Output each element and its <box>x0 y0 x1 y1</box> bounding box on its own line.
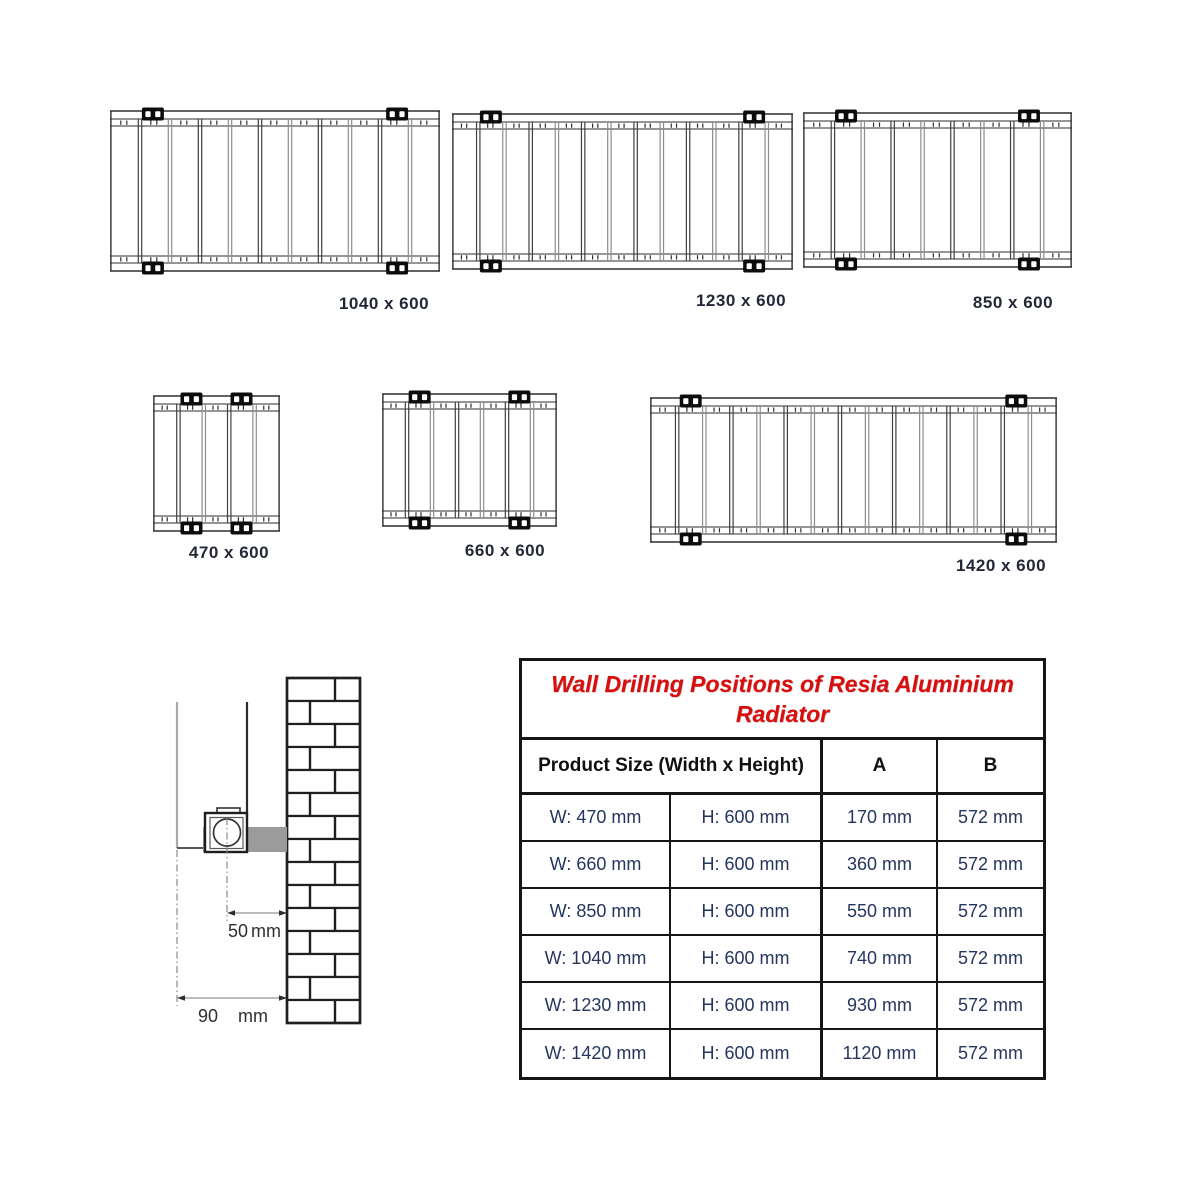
cell-b: 572 mm <box>936 1030 1043 1077</box>
cell-width: W: 850 mm <box>549 901 642 921</box>
table-row <box>522 795 1043 842</box>
cell-b: 572 mm <box>936 983 1043 1028</box>
dim-90-unit: mm <box>238 1006 268 1026</box>
radiator-diagram-660x600 <box>382 393 557 578</box>
table-title <box>522 661 1043 740</box>
drilling-positions-table <box>519 658 1046 1080</box>
cell-height: H: 600 mm <box>669 983 820 1028</box>
cell-b: 572 mm <box>936 936 1043 981</box>
cell-a: 1120 mm <box>820 1030 936 1077</box>
header-a: A <box>820 740 936 792</box>
table-row <box>522 936 1043 983</box>
radiator-size-label: 470 x 600 <box>188 543 270 562</box>
cell-height: H: 600 mm <box>669 1030 820 1077</box>
table-title-line1: Wall Drilling Positions of Resia Aluminium <box>551 671 1014 697</box>
cell-b: 572 mm <box>936 795 1043 840</box>
radiator-size-label: 850 x 600 <box>972 293 1054 312</box>
cell-a: 170 mm <box>820 795 936 840</box>
table-body <box>522 795 1043 1077</box>
wall-mount-side-view <box>150 655 380 1055</box>
cell-width: W: 1420 mm <box>544 1043 647 1063</box>
radiator-size-label: 1420 x 600 <box>955 556 1047 575</box>
radiator-drawing <box>153 395 280 532</box>
header-product-size: Product Size (Width x Height) <box>538 755 804 776</box>
cell-width: W: 1040 mm <box>544 948 647 968</box>
radiator-drawing <box>382 393 557 527</box>
dim-50-unit: mm <box>251 921 281 941</box>
wall-mount-svg <box>150 655 380 1055</box>
cell-height: H: 600 mm <box>669 936 820 981</box>
dim-50-value: 50 <box>227 921 249 941</box>
cell-width: W: 470 mm <box>549 807 642 827</box>
table-row <box>522 842 1043 889</box>
cell-a: 360 mm <box>820 842 936 887</box>
radiator-drawing <box>110 110 440 272</box>
arrow-left-icon <box>177 995 185 1001</box>
table-header-row <box>522 740 1043 795</box>
cell-a: 550 mm <box>820 889 936 934</box>
radiator-size-label: 660 x 600 <box>464 541 546 560</box>
table-row <box>522 1030 1043 1077</box>
radiator-diagram-470x600 <box>153 395 280 580</box>
table-title-line2: Radiator <box>735 701 830 727</box>
cell-height: H: 600 mm <box>669 842 820 887</box>
radiator-diagram-1230x600 <box>452 113 793 323</box>
cell-b: 572 mm <box>936 889 1043 934</box>
brick-wall <box>287 678 360 1023</box>
radiator-diagram-850x600 <box>803 112 1072 322</box>
header-b: B <box>936 740 1043 792</box>
radiator-drawing <box>803 112 1072 268</box>
radiator-drawing <box>452 113 793 270</box>
radiator-size-label: 1230 x 600 <box>695 291 787 310</box>
cell-a: 740 mm <box>820 936 936 981</box>
dimension-90mm <box>177 995 287 1026</box>
cell-width: W: 660 mm <box>549 854 642 874</box>
dim-90-value: 90 <box>197 1006 219 1026</box>
cell-a: 930 mm <box>820 983 936 1028</box>
arrow-left-icon <box>227 910 235 916</box>
table-row <box>522 889 1043 936</box>
radiator-size-label: 1040 x 600 <box>338 294 430 313</box>
radiator-drawing <box>650 397 1057 543</box>
cell-width: W: 1230 mm <box>544 995 647 1015</box>
radiator-diagram-1420x600 <box>650 397 1057 592</box>
dimension-50mm <box>227 910 287 941</box>
cell-b: 572 mm <box>936 842 1043 887</box>
cell-height: H: 600 mm <box>669 795 820 840</box>
radiator-diagram-1040x600 <box>110 110 440 320</box>
cell-height: H: 600 mm <box>669 889 820 934</box>
table-row <box>522 983 1043 1030</box>
